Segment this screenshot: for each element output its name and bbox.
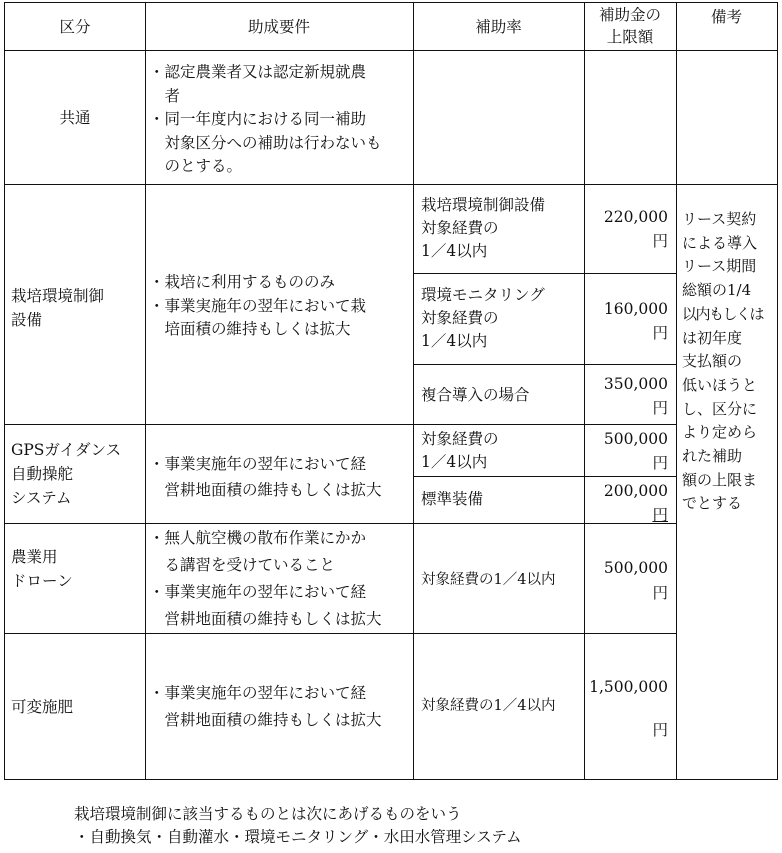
- gps-category: GPSガイダンス 自動操舵 システム: [11, 441, 122, 507]
- row-divider: [5, 50, 777, 51]
- env-rate-2: 環境モニタリング 対象経費の 1／4以内: [421, 286, 545, 350]
- common-category: 共通: [59, 109, 91, 127]
- env-amount-1: 220,000 円: [603, 208, 668, 250]
- subsidy-table: [4, 2, 778, 780]
- env-rate-3: 複合導入の場合: [421, 386, 530, 404]
- header-limit-line1: 補助金の: [598, 6, 661, 24]
- drone-category: 農業用 ドローン: [11, 548, 73, 590]
- header-limit: [584, 4, 676, 48]
- row-divider: [413, 273, 677, 274]
- common-requirements: ・認定農業者又は認定新規就農 者 ・同一年度内における同一補助 対象区分への補助は行わないも のとする。: [149, 63, 382, 175]
- variable-amount: 1,500,000: [589, 678, 668, 696]
- row-divider: [5, 424, 677, 425]
- gps-rate-1: 対象経費の 1／4以内: [421, 430, 499, 471]
- header-remarks: 備考: [710, 8, 742, 26]
- header-category: 区分: [59, 18, 91, 36]
- variable-requirements: ・事業実施年の翌年において経 営耕地面積の維持もしくは拡大: [149, 684, 382, 729]
- row-divider: [5, 633, 677, 634]
- env-amount-2: 160,000 円: [603, 300, 668, 342]
- gps-rate-2: 標準装備: [421, 490, 484, 508]
- variable-unit: 円: [652, 721, 668, 739]
- env-requirements: ・栽培に利用するもののみ ・事業実施年の翌年において栽 培面積の維持もしくは拡大: [149, 273, 367, 338]
- drone-requirements: ・無人航空機の散布作業にかか る講習を受けていること ・事業実施年の翌年において経 営耕地面積の維持もしくは拡大: [149, 529, 382, 628]
- row-divider: [413, 476, 677, 477]
- footer-list: ・自動換気・自動灌水・環境モニタリング・水田水管理システム: [74, 828, 522, 846]
- gps-amount-1: 500,000 円: [603, 430, 668, 472]
- header-rate: 補助率: [475, 18, 522, 36]
- gps-requirements: ・事業実施年の翌年において経 営耕地面積の維持もしくは拡大: [149, 455, 382, 499]
- row-divider: [5, 523, 677, 524]
- row-divider: [413, 364, 677, 365]
- drone-rate: 対象経費の1／4以内: [421, 572, 556, 588]
- remarks-text: リース契約 による導入 リース期間 総額の1/4 以内もしくは は初年度 支払額の 低いほうと し、区分に より定めら れた補助 額の上限ま でとする: [682, 210, 764, 513]
- col-divider: [413, 3, 414, 779]
- variable-rate: 対象経費の1／4以内: [421, 698, 556, 714]
- header-limit-line2: 上限額: [606, 28, 654, 46]
- drone-amount: 500,000 円: [603, 559, 668, 602]
- gps-amount-2: 200,000 円: [603, 482, 668, 524]
- env-category: 栽培環境制御 設備: [11, 287, 105, 329]
- col-divider: [676, 3, 677, 779]
- variable-category: 可変施肥: [11, 698, 74, 716]
- row-divider: [5, 184, 777, 185]
- env-amount-3: 350,000 円: [603, 375, 668, 417]
- env-rate-1: 栽培環境制御設備 対象経費の 1／4以内: [421, 196, 546, 260]
- header-requirements: 助成要件: [247, 18, 310, 36]
- col-divider: [145, 3, 146, 779]
- footer-note: 栽培環境制御に該当するものとは次にあげるものをいう: [74, 805, 462, 823]
